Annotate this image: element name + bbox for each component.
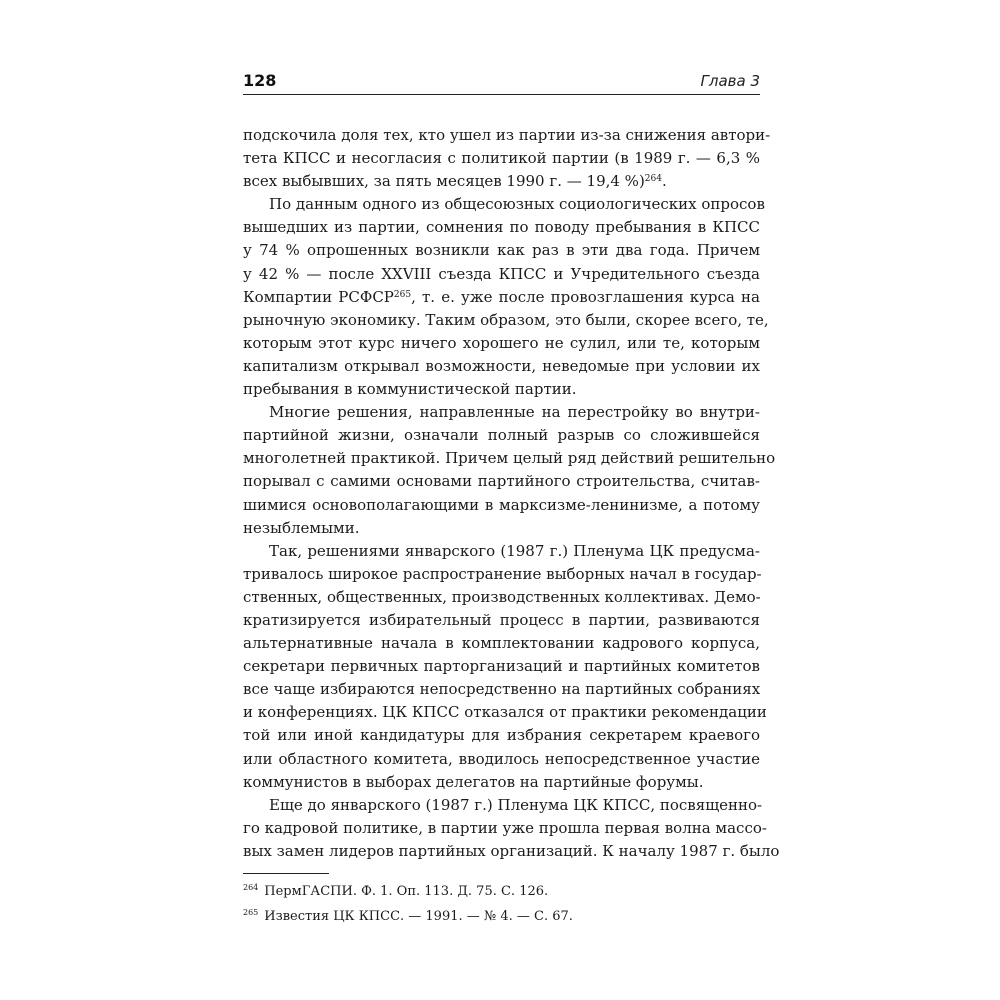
text-line: Многие решения, направленные на перестройку во внутри- xyxy=(269,403,760,422)
text-line: коммунистов в выборах делегатов на партийные форумы. xyxy=(243,772,704,791)
text-line: многолетней практикой. Причем целый ряд действий решительно xyxy=(243,449,776,468)
text-line: альтернативные начала в комплектовании кадрового корпуса, xyxy=(243,634,760,653)
text-line: кратизируется избирательный процесс в партии, развиваются xyxy=(243,610,760,629)
text-line: По данным одного из общесоюзных социологических опросов xyxy=(269,195,765,214)
text-line: вышедших из партии, сомнения по поводу пребывания в КПСС xyxy=(243,218,760,237)
footnote-text: ПермГАСПИ. Ф. 1. Оп. 113. Д. 75. С. 126. xyxy=(264,884,549,899)
text-line: шимися основополагающими в марксизме-ленинизме, а потому xyxy=(243,495,760,514)
footnotes xyxy=(243,879,760,929)
text-segment: всех выбывших, за пять месяцев 1990 г. — 19,4 %) xyxy=(243,172,645,191)
footnote-mark: 265 xyxy=(243,908,259,917)
text-line: которым этот курс ничего хорошего не сулил, или те, которым xyxy=(243,333,760,352)
text-line: го кадровой политике, в партии уже прошла первая волна массо- xyxy=(243,818,767,837)
footnote xyxy=(243,879,760,904)
text-line: Так, решениями январского (1987 г.) Пленума ЦК предусма- xyxy=(269,541,760,560)
text-line: незыблемыми. xyxy=(243,518,360,537)
text-line: у 42 % — после XXVIII съезда КПСС и Учредительного съезда xyxy=(243,264,760,283)
text-line: подскочила доля тех, кто ушел из партии из-за снижения автори- xyxy=(243,126,771,144)
body-text xyxy=(243,124,780,863)
text-line: Еще до январского (1987 г.) Пленума ЦК КПСС, посвященно- xyxy=(269,795,763,814)
text-line xyxy=(243,286,760,309)
text-line: или областного комитета, вводилось непосредственное участие xyxy=(243,749,760,768)
running-head xyxy=(243,68,760,95)
text-line: пребывания в коммунистической партии. xyxy=(243,380,577,399)
text-line: ственных, общественных, производственных коллективах. Демо- xyxy=(243,587,761,606)
text-segment: Компартии РСФСР xyxy=(243,287,394,306)
footnote-mark: 264 xyxy=(243,883,259,892)
text-line: порывал с самими основами партийного строительства, считав- xyxy=(243,472,760,491)
text-line: тета КПСС и несогласия с политикой партии (в 1989 г. — 6,3 % xyxy=(243,149,760,168)
footnote xyxy=(243,904,760,929)
footnote-text: Известия ЦК КПСС. — 1991. — № 4. — С. 67. xyxy=(264,909,573,924)
chapter-label: Глава 3 xyxy=(700,72,760,90)
text-line: рыночную экономику. Таким образом, это были, скорее всего, те, xyxy=(243,310,769,329)
text-line: у 74 % опрошенных возникли как раз в эти два года. Причем xyxy=(243,241,760,260)
page-number: 128 xyxy=(243,71,277,90)
footnote-ref: 265 xyxy=(393,289,412,300)
text-line: капитализм открывал возможности, неведомые при условии их xyxy=(243,356,760,375)
text-segment: . xyxy=(661,172,667,191)
footnote-divider xyxy=(243,873,329,874)
text-line: секретари первичных парторганизаций и партийных комитетов xyxy=(243,657,760,676)
text-line: той или иной кандидатуры для избрания секретарем краевого xyxy=(243,726,760,745)
text-line: все чаще избираются непосредственно на партийных собраниях xyxy=(243,680,761,699)
footnote-ref: 264 xyxy=(644,174,662,185)
text-line xyxy=(243,170,760,193)
text-line: вых замен лидеров партийных организаций. К началу 1987 г. было xyxy=(243,841,780,860)
text-line: тривалось широкое распространение выборных начал в государ- xyxy=(243,564,762,583)
text-line: и конференциях. ЦК КПСС отказался от практики рекомендации xyxy=(243,703,767,722)
text-segment: , т. е. уже после провозглашения курса на xyxy=(411,287,760,306)
text-line: партийной жизни, означали полный разрыв со сложившейся xyxy=(243,426,760,445)
